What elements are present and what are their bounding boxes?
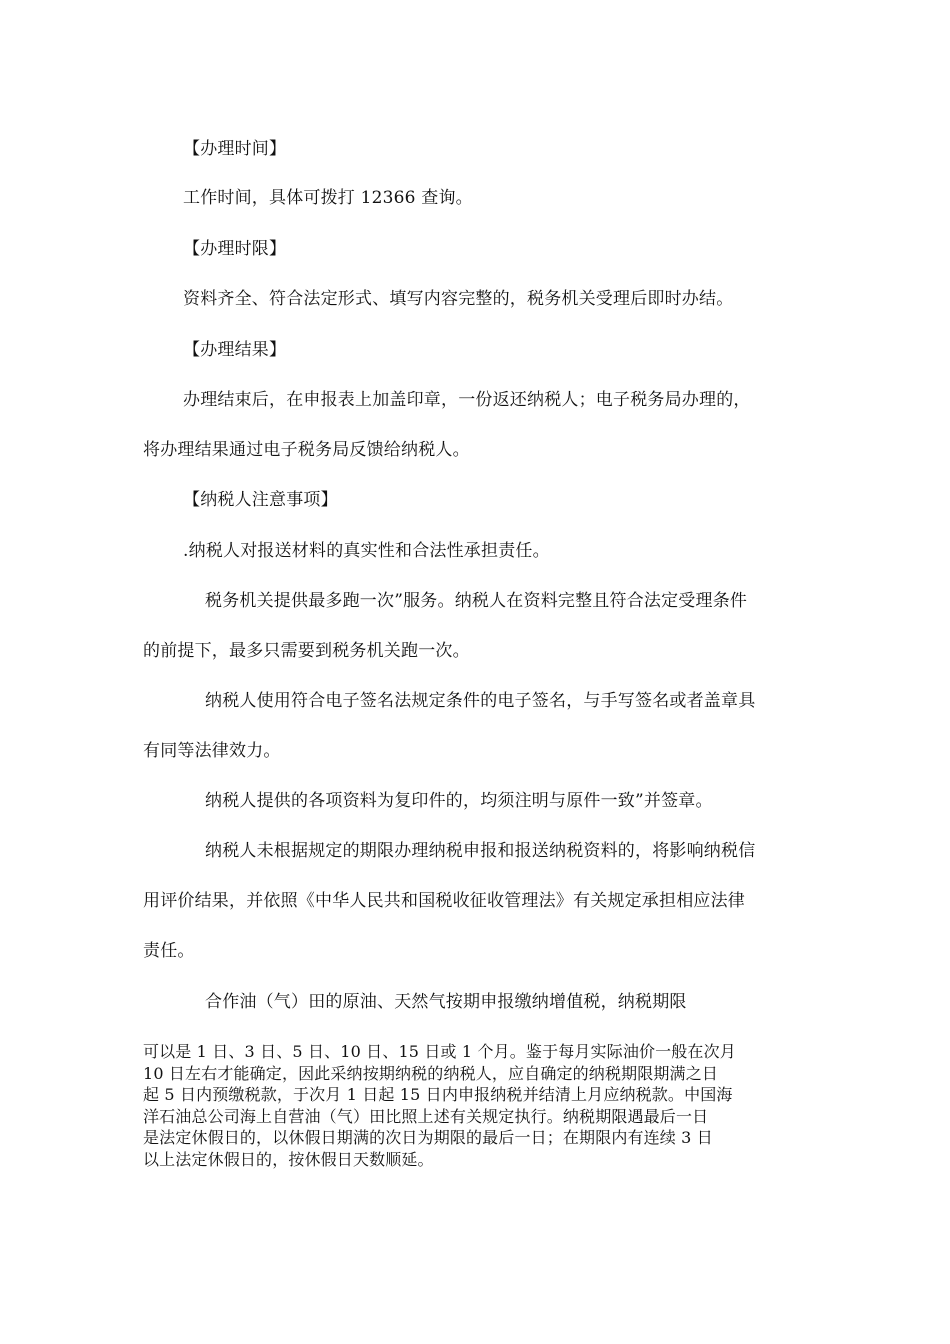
dense-line-2: 10 日左右才能确定，因此采纳按期纳税的纳税人，应自确定的纳税期限期满之日 xyxy=(143,1063,718,1083)
dense-line-3: 起 5 日内预缴税款，于次月 1 日起 15 日内申报纳税并结清上月应纳税款。中国海 xyxy=(143,1085,733,1104)
notice-item-5-line-1: 纳税人未根据规定的期限办理纳税申报和报送纳税资料的，将影响纳税信 xyxy=(205,841,756,861)
paragraph-result-line-2: 将办理结果通过电子税务局反馈给纳税人。 xyxy=(143,440,470,460)
dense-line-6: 以上法定休假日的，按休假日天数顺延。 xyxy=(143,1149,434,1169)
dense-line-4: 洋石油总公司海上自营油（气）田比照上述有关规定执行。纳税期限遇最后一日 xyxy=(143,1106,709,1126)
dense-line-1: 可以是 1 日、3 日、5 日、10 日、15 日或 1 个月。鉴于每月实际油价一般在次月 xyxy=(143,1042,736,1061)
notice-item-5-line-3: 责任。 xyxy=(143,941,195,961)
heading-taxpayer-notice: 【纳税人注意事项】 xyxy=(183,490,338,510)
paragraph-time-limit: 资料齐全、符合法定形式、填写内容完整的，税务机关受理后即时办结。 xyxy=(183,289,734,309)
heading-time-limit: 【办理时限】 xyxy=(183,239,287,259)
notice-item-3-line-2: 有同等法律效力。 xyxy=(143,741,281,761)
notice-item-2-line-1: 税务机关提供最多跑一次”服务。纳税人在资料完整且符合法定受理条件 xyxy=(205,591,748,611)
oil-gas-tax-period-paragraph xyxy=(143,1041,823,1170)
notice-item-5-line-2: 用评价结果，并依照《中华人民共和国税收征收管理法》有关规定承担相应法律 xyxy=(143,891,745,911)
heading-result: 【办理结果】 xyxy=(183,340,287,360)
notice-item-2-line-2: 的前提下，最多只需要到税务机关跑一次。 xyxy=(143,641,470,661)
notice-item-3-line-1: 纳税人使用符合电子签名法规定条件的电子签名，与手写签名或者盖章具 xyxy=(205,691,756,711)
notice-item-1: .纳税人对报送材料的真实性和合法性承担责任。 xyxy=(183,541,550,561)
notice-item-4: 纳税人提供的各项资料为复印件的，均须注明与原件一致”并签章。 xyxy=(205,791,713,811)
paragraph-result-line-1: 办理结束后，在申报表上加盖印章，一份返还纳税人；电子税务局办理的， xyxy=(183,390,751,410)
paragraph-handling-time: 工作时间，具体可拨打 12366 查询。 xyxy=(183,188,473,208)
heading-handling-time: 【办理时间】 xyxy=(183,139,287,159)
notice-item-6: 合作油（气）田的原油、天然气按期申报缴纳增值税，纳税期限 xyxy=(205,992,687,1012)
dense-line-5: 是法定休假日的，以休假日期满的次日为期限的最后一日；在期限内有连续 3 日 xyxy=(143,1128,713,1147)
